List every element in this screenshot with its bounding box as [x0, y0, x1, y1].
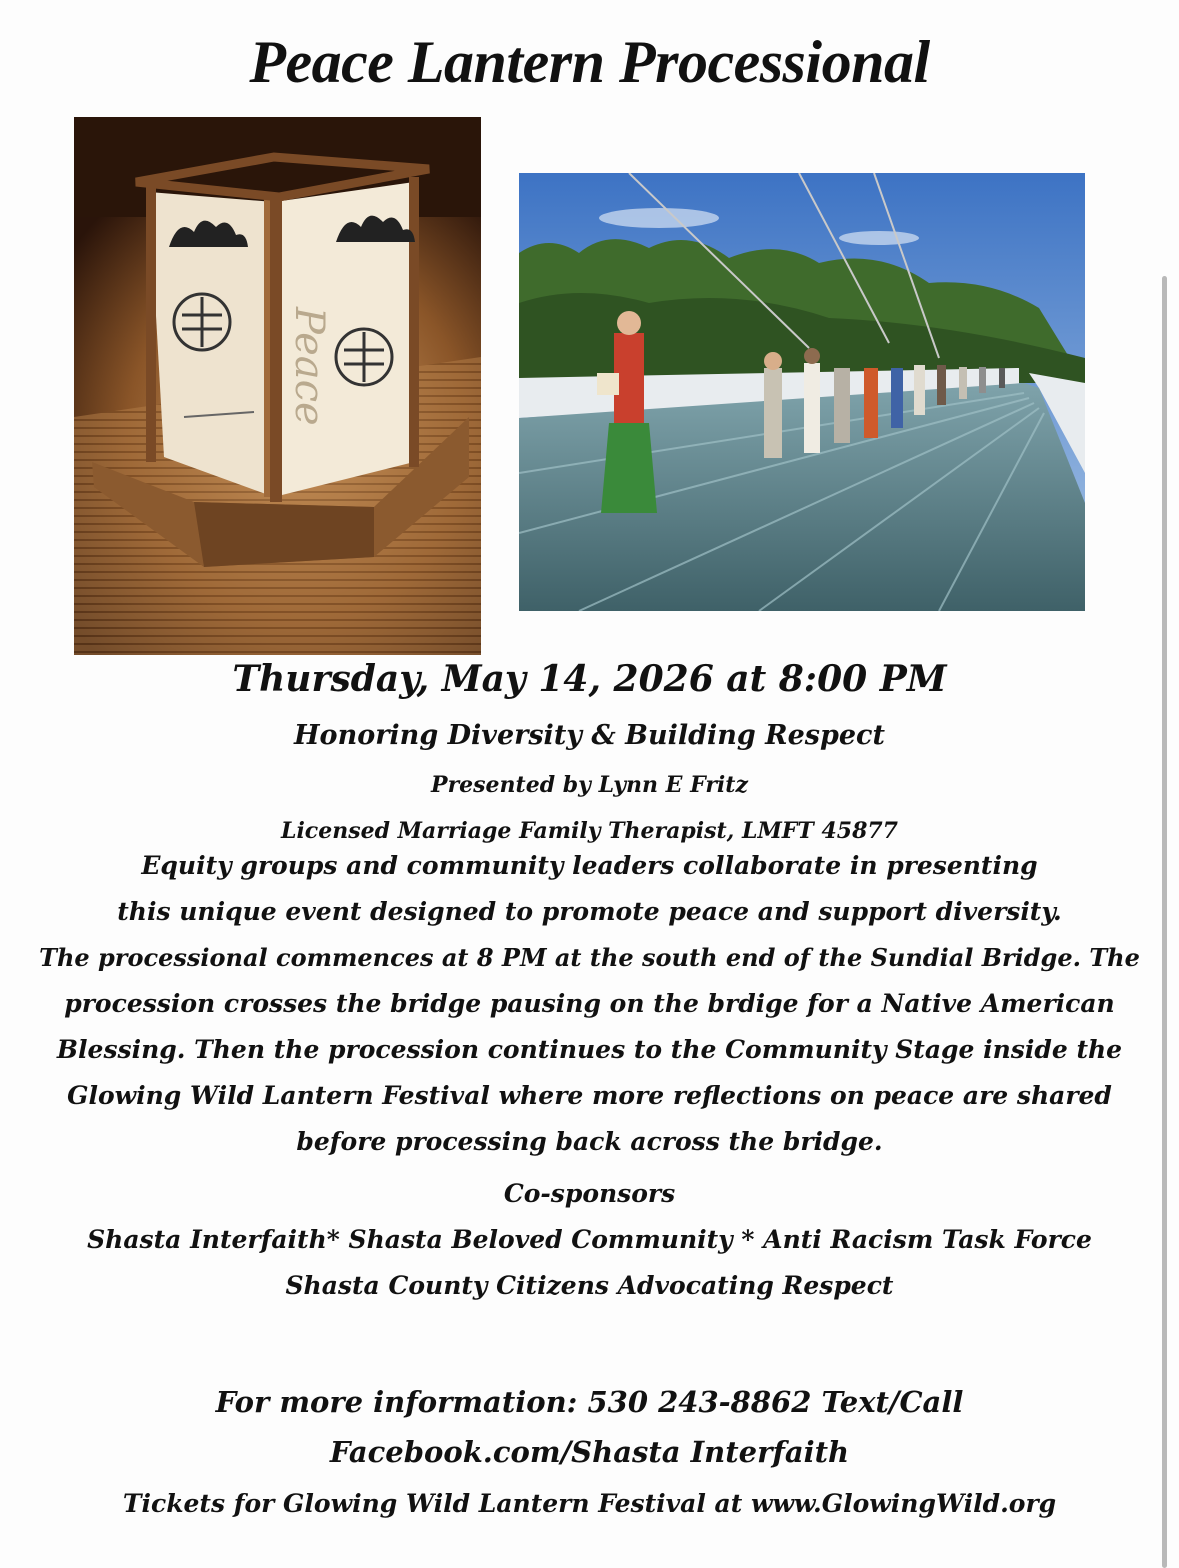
scrollbar[interactable]: [1162, 276, 1167, 1568]
lantern-panel-text: Peace: [286, 307, 332, 426]
description-line: Equity groups and community leaders collaborate in presenting: [141, 851, 1038, 880]
description-line: The processional commences at 8 PM at the south end of the Sundial Bridge. The: [39, 943, 1140, 972]
cosponsors-list: Shasta Interfaith* Shasta Beloved Community * Anti Racism Task Force: [87, 1225, 1092, 1254]
peace-lantern-photo: [74, 117, 481, 655]
sundial-bridge-procession-photo: [519, 173, 1085, 611]
tickets-link[interactable]: Tickets for Glowing Wild Lantern Festival at www.GlowingWild.org: [122, 1489, 1057, 1518]
description-line: procession crosses the bridge pausing on the brdige for a Native American: [64, 989, 1115, 1018]
facebook-link[interactable]: Facebook.com/Shasta Interfaith: [329, 1435, 850, 1469]
event-date-time: Thursday, May 14, 2026 at 8:00 PM: [232, 658, 947, 700]
cosponsors-list: Shasta County Citizens Advocating Respect: [285, 1271, 894, 1300]
description-line: Glowing Wild Lantern Festival where more reflections on peace are shared: [67, 1081, 1112, 1110]
contact-phone: For more information: 530 243-8862 Text/Call: [215, 1385, 964, 1419]
presenter-credentials: Licensed Marriage Family Therapist, LMFT 45877: [280, 818, 898, 844]
description-line: before processing back across the bridge.: [296, 1127, 883, 1156]
presenter: Presented by Lynn E Fritz: [431, 772, 748, 798]
event-theme: Honoring Diversity & Building Respect: [294, 720, 885, 751]
page-title: Peace Lantern Processional: [249, 29, 930, 95]
description-line: Blessing. Then the procession continues to the Community Stage inside the: [56, 1035, 1123, 1064]
description-line: this unique event designed to promote peace and support diversity.: [117, 897, 1062, 926]
cosponsors-heading: Co-sponsors: [503, 1179, 676, 1208]
